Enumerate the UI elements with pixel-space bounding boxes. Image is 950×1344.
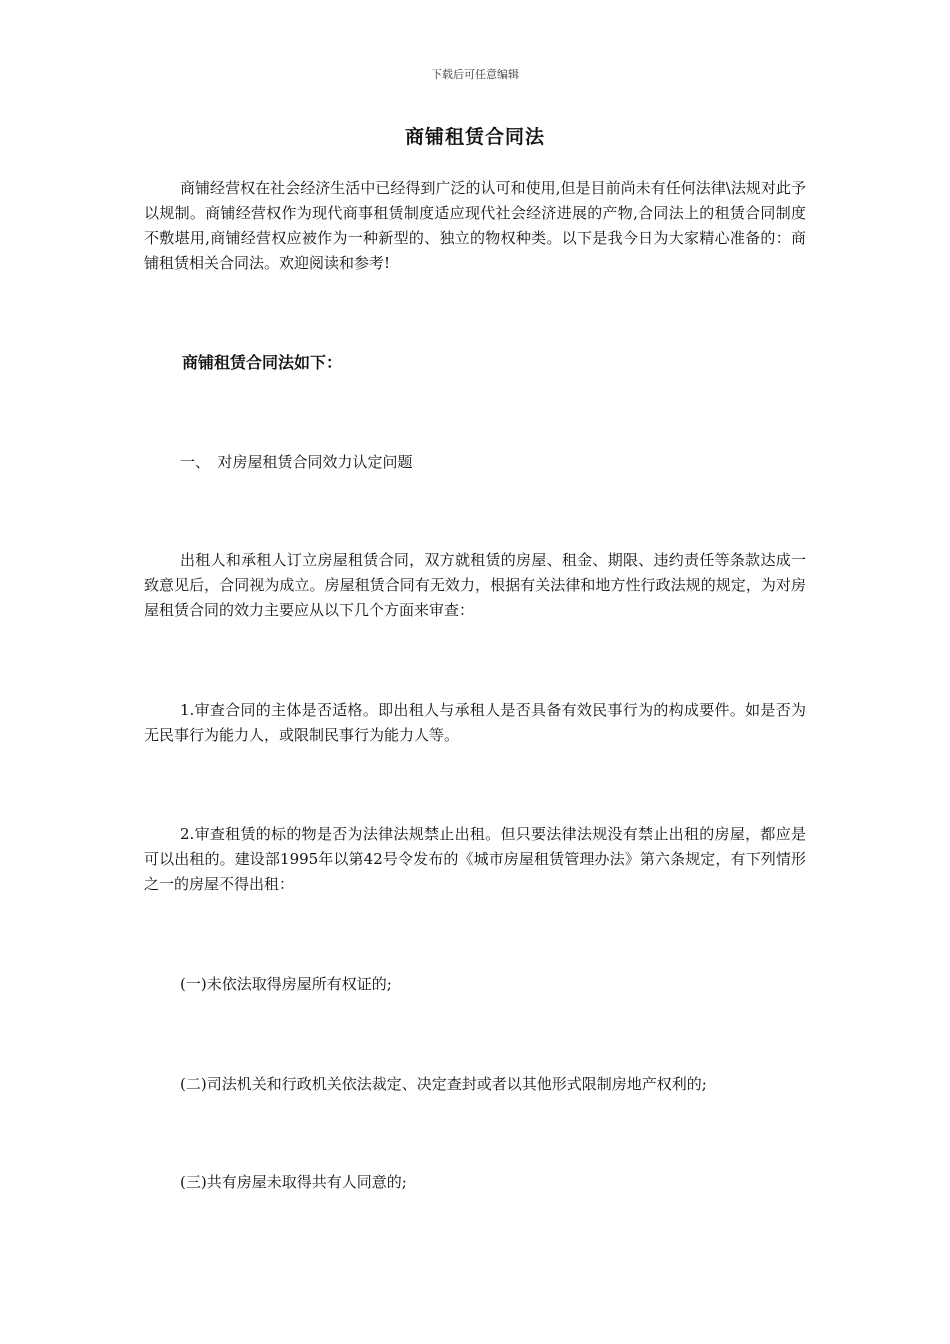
case-item: (三)共有房屋未取得共有人同意的; — [180, 1173, 407, 1191]
header-note: 下载后可任意编辑 — [431, 68, 519, 81]
point-two-paragraph: 2.审查租赁的标的物是否为法律法规禁止出租。但只要法律法规没有禁止出租的房屋，都应是可以出租的。建设部1995年以第42号令发布的《城市房屋租赁管理办法》第六条规定，有下列情形之一的房屋不得出租： — [144, 825, 806, 893]
section-one-paragraph: 出租人和承租人订立房屋租赁合同，双方就租赁的房屋、租金、期限、违约责任等条款达成一致意见后，合同视为成立。房屋租赁合同有无效力，根据有关法律和地方性行政法规的规定，为对房屋租赁合同的效力主要应从以下几个方面来审查： — [144, 551, 806, 619]
document-title: 商铺租赁合同法 — [404, 126, 545, 148]
case-item: (二)司法机关和行政机关依法裁定、决定查封或者以其他形式限制房地产权利的; — [180, 1075, 707, 1093]
point-one-paragraph: 1.审查合同的主体是否适格。即出租人与承租人是否具备有效民事行为的构成要件。如是否为无民事行为能力人，或限制民事行为能力人等。 — [144, 701, 806, 744]
intro-paragraph: 商铺经营权在社会经济生活中已经得到广泛的认可和使用,但是目前尚未有任何法律\法规对此予以规制。商铺经营权作为现代商事租赁制度适应现代社会经济进展的产物,合同法上的租赁合同制度不敷堪用,商铺经营权应被作为一种新型的、独立的物权种类。以下是我今日为大家精心准备的：商铺租赁相关合同法。欢迎阅读和参考! — [144, 179, 806, 272]
section-heading-one: 一、 对房屋租赁合同效力认定问题 — [180, 453, 413, 471]
case-item: (一)未依法取得房屋所有权证的; — [180, 975, 392, 993]
section-subheading: 商铺租赁合同法如下： — [182, 353, 343, 372]
